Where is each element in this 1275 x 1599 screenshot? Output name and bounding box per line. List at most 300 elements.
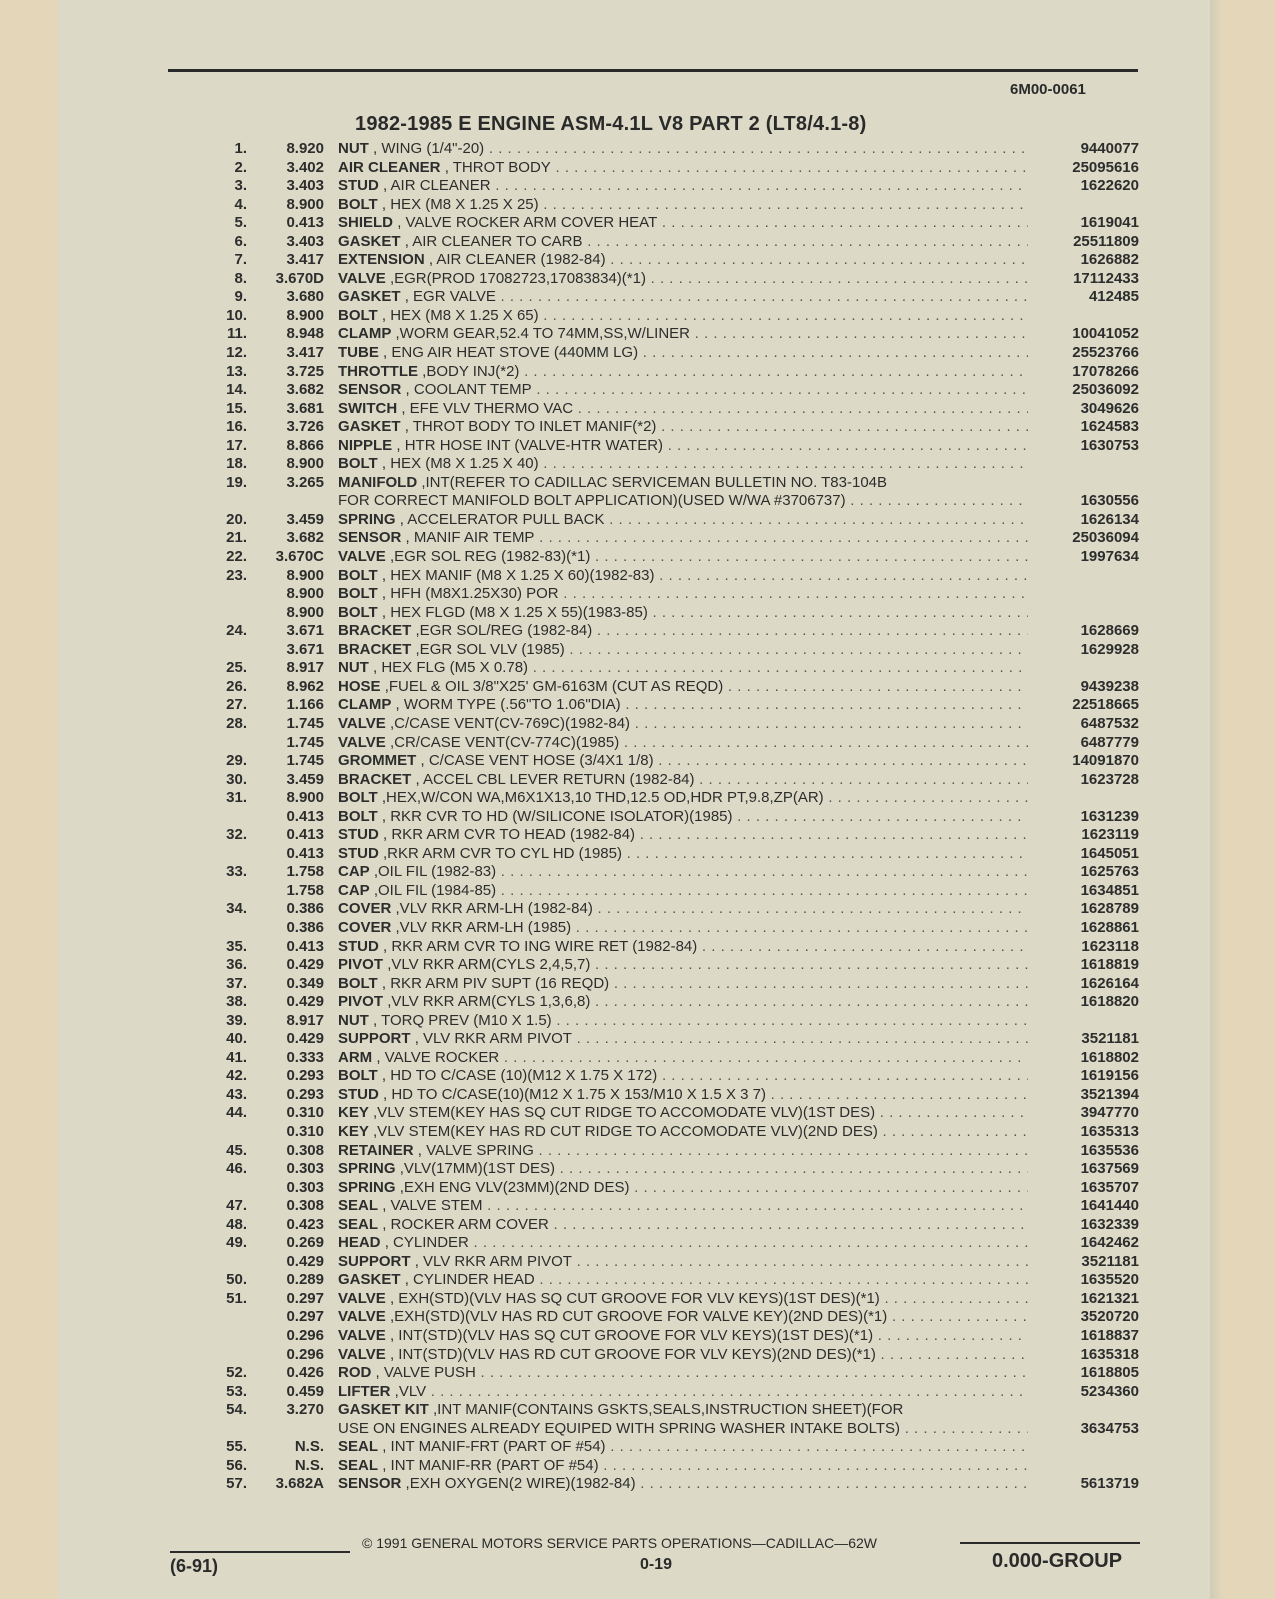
item-description [338, 771, 1028, 788]
group-number: 3.270 [286, 1401, 324, 1419]
item-name: SENSOR [338, 381, 402, 399]
list-item [0, 177, 1275, 196]
item-name: ARM [338, 1048, 373, 1066]
item-detail: ,VLV STEM(KEY HAS RD CUT RIDGE TO ACCOMODATE VLV)(2ND DES) [373, 1122, 878, 1140]
group-number: 8.866 [286, 436, 324, 454]
item-number: 7. [234, 251, 247, 269]
part-number: 22518665 [1072, 696, 1139, 714]
list-item [0, 270, 1275, 289]
part-number: 1637569 [1080, 1160, 1139, 1178]
part-number: 1635536 [1080, 1141, 1139, 1159]
part-number: 1634851 [1080, 881, 1139, 899]
item-detail: , AIR CLEANER [383, 177, 491, 195]
item-detail: , MANIF AIR TEMP [405, 529, 535, 547]
item-number: 53. [226, 1382, 247, 1400]
list-item [0, 344, 1275, 363]
item-name: HOSE [338, 677, 381, 695]
item-description [338, 548, 1028, 565]
part-number: 10041052 [1072, 325, 1139, 343]
item-number: 14. [226, 381, 247, 399]
list-item [0, 1290, 1275, 1309]
item-description [338, 325, 1028, 342]
list-item [0, 1401, 1275, 1420]
item-description [338, 270, 1028, 287]
item-number: 45. [226, 1141, 247, 1159]
list-item [0, 1364, 1275, 1383]
item-number: 19. [226, 473, 247, 491]
item-detail: , RKR ARM CVR TO ING WIRE RET (1982-84) [383, 937, 698, 955]
part-number: 1619156 [1080, 1067, 1139, 1085]
item-name: RETAINER [338, 1141, 414, 1159]
part-number: 1618837 [1080, 1327, 1139, 1344]
item-name: VALVE [338, 1308, 386, 1326]
item-number: 52. [226, 1364, 247, 1382]
group-number: 0.297 [286, 1289, 324, 1307]
item-description [338, 1030, 1028, 1047]
group-number: 0.308 [286, 1197, 324, 1215]
item-description [338, 956, 1028, 973]
list-item [0, 1216, 1275, 1235]
item-detail: ,BODY INJ(*2) [422, 362, 520, 380]
item-description [338, 641, 1028, 658]
item-detail: , HD TO C/CASE (10)(M12 X 1.75 X 172) [381, 1067, 658, 1085]
part-number: 1626882 [1080, 251, 1139, 269]
list-item [0, 938, 1275, 957]
item-detail: , C/CASE VENT HOSE (3/4X1 1/8) [420, 752, 654, 770]
item-number: 40. [226, 1030, 247, 1048]
item-detail: , HD TO C/CASE(10)(M12 X 1.75 X 153/M10 X 1.5 X 3 7) [383, 1085, 766, 1103]
list-item [0, 715, 1275, 734]
item-description [338, 1475, 1028, 1492]
item-detail: ,VLV RKR ARM-LH (1985) [395, 918, 572, 936]
item-description [338, 1216, 1028, 1233]
item-number: 37. [226, 974, 247, 992]
part-number: 1635520 [1080, 1271, 1139, 1289]
part-number: 3521181 [1081, 1030, 1139, 1048]
part-number: 3521394 [1080, 1085, 1139, 1103]
part-number: 1628861 [1080, 918, 1139, 936]
item-number: 29. [226, 752, 247, 770]
list-item [0, 288, 1275, 307]
item-description [338, 882, 1028, 899]
group-number: 3.459 [286, 770, 324, 788]
list-item [0, 919, 1275, 938]
group-number: N.S. [294, 1456, 324, 1474]
item-detail: , INT(STD)(VLV HAS SQ CUT GROOVE FOR VLV KEYS)(1ST DES)(*1) [389, 1327, 874, 1344]
item-name: SPRING [338, 1160, 396, 1178]
list-item [0, 381, 1275, 400]
group-number: 0.303 [286, 1178, 324, 1196]
item-description [338, 1327, 1028, 1344]
item-name: AIR CLEANER [338, 158, 441, 176]
item-detail: , VLV RKR ARM PIVOT [414, 1252, 572, 1270]
list-item [0, 233, 1275, 252]
item-number: 28. [226, 714, 247, 732]
item-name: BRACKET [338, 770, 412, 788]
item-name: STUD [338, 177, 379, 195]
item-detail: , HEX (M8 X 1.25 X 65) [381, 306, 539, 324]
item-detail: , HTR HOSE INT (VALVE-HTR WATER) [396, 436, 664, 454]
group-number: 8.900 [286, 566, 324, 584]
item-detail: , VALVE PUSH [375, 1364, 476, 1382]
part-number: 1628669 [1080, 622, 1139, 640]
group-number: 8.900 [286, 789, 324, 807]
item-detail: , VALVE ROCKER ARM COVER HEAT [397, 214, 658, 232]
list-item [0, 604, 1275, 623]
group-number: 3.670C [275, 548, 324, 566]
item-description [338, 492, 1028, 509]
item-name: VALVE [338, 714, 386, 732]
list-item [0, 400, 1275, 419]
item-description [338, 529, 1028, 546]
item-number: 49. [226, 1234, 247, 1252]
group-number: 3.403 [286, 232, 324, 250]
list-item [0, 1160, 1275, 1179]
group-number: 1.758 [286, 863, 324, 881]
item-name: NUT [338, 1011, 369, 1029]
part-number: 1623728 [1080, 770, 1139, 788]
part-number: 17078266 [1072, 362, 1139, 380]
item-detail: ,C/CASE VENT(CV-769C)(1982-84) [389, 714, 631, 732]
item-number: 32. [226, 826, 247, 844]
list-item [0, 140, 1275, 159]
list-item [0, 752, 1275, 771]
item-detail: ,WORM GEAR,52.4 TO 74MM,SS,W/LINER [395, 325, 691, 343]
item-description [338, 177, 1028, 194]
part-number: 3520720 [1080, 1308, 1139, 1326]
part-number: 25523766 [1072, 344, 1139, 362]
item-name: VALVE [338, 733, 386, 751]
item-detail: , CYLINDER [384, 1234, 469, 1252]
part-number: 1623118 [1081, 937, 1139, 955]
item-detail: , VALVE STEM [382, 1197, 483, 1215]
group-number: 3.682 [286, 381, 324, 399]
list-item [0, 1234, 1275, 1253]
list-item [0, 1030, 1275, 1049]
part-number: 1645051 [1080, 844, 1139, 862]
group-number: 0.413 [286, 826, 324, 844]
item-name: BRACKET [338, 640, 412, 658]
item-description [338, 993, 1028, 1010]
item-name: BOLT [338, 789, 378, 807]
item-detail: , INT MANIF-RR (PART OF #54) [382, 1456, 599, 1474]
list-item [0, 418, 1275, 437]
group-number: 3.403 [286, 177, 324, 195]
item-name: CAP [338, 881, 370, 899]
list-item [0, 511, 1275, 530]
item-number: 9. [234, 288, 247, 306]
part-number: 5234360 [1080, 1382, 1139, 1400]
list-item [0, 900, 1275, 919]
footer-rule-right [960, 1542, 1140, 1544]
item-description [338, 1104, 1028, 1121]
footer-date: (6-91) [170, 1556, 219, 1576]
list-item [0, 159, 1275, 178]
item-description [338, 1197, 1028, 1214]
part-number: 1626164 [1080, 974, 1139, 992]
part-number: 412485 [1088, 288, 1139, 306]
list-item [0, 214, 1275, 233]
item-number: 31. [226, 789, 247, 807]
group-number: 0.429 [286, 1030, 324, 1048]
group-number: 8.948 [286, 325, 324, 343]
part-number: 1635313 [1080, 1122, 1139, 1140]
part-number: 1632339 [1080, 1215, 1139, 1233]
item-name: BOLT [338, 1067, 378, 1085]
item-name: VALVE [338, 1327, 386, 1344]
item-description [338, 845, 1028, 862]
group-number: 3.682A [275, 1475, 324, 1493]
item-detail: ,EXH ENG VLV(23MM)(2ND DES) [399, 1178, 630, 1196]
item-name: SENSOR [338, 529, 402, 547]
item-description [338, 1086, 1028, 1103]
item-detail: , VLV RKR ARM PIVOT [414, 1030, 572, 1048]
part-number: 1630556 [1080, 492, 1139, 510]
item-number: 47. [226, 1197, 247, 1215]
list-item [0, 678, 1275, 697]
item-number: 27. [226, 696, 247, 714]
group-number: 0.429 [286, 956, 324, 974]
item-name: CAP [338, 863, 370, 881]
item-detail: ,EXH(STD)(VLV HAS RD CUT GROOVE FOR VALVE KEY)(2ND DES)(*1) [389, 1308, 888, 1326]
part-number: 17112433 [1073, 269, 1139, 287]
item-detail: , ENG AIR HEAT STOVE (440MM LG) [383, 344, 639, 362]
footer-rule-left [170, 1551, 350, 1553]
item-number: 13. [226, 362, 247, 380]
item-description [338, 196, 1028, 213]
group-number: 0.429 [286, 1252, 324, 1270]
item-number: 48. [226, 1215, 247, 1233]
item-detail: ,EGR SOL/REG (1982-84) [415, 622, 593, 640]
item-number: 11. [226, 325, 247, 343]
group-number: 8.900 [286, 585, 324, 603]
list-item [0, 622, 1275, 641]
part-number: 1618805 [1080, 1364, 1139, 1382]
group-number: 8.900 [286, 306, 324, 324]
item-detail: , HEX FLGD (M8 X 1.25 X 55)(1983-85) [381, 603, 648, 621]
item-detail: , WORM TYPE (.56"TO 1.06"DIA) [395, 696, 621, 714]
item-name: NUT [338, 140, 369, 157]
item-description [338, 474, 1028, 491]
part-number: 1997634 [1080, 548, 1139, 566]
item-detail: , RKR ARM PIV SUPT (16 REQD) [381, 974, 610, 992]
item-detail: ,EGR(PROD 17082723,17083834)(*1) [389, 269, 646, 287]
item-name: SPRING [338, 1178, 396, 1196]
item-detail: ,OIL FIL (1982-83) [373, 863, 497, 881]
item-description [338, 159, 1028, 176]
list-item [0, 196, 1275, 215]
item-detail: , TORQ PREV (M10 X 1.5) [373, 1011, 552, 1029]
item-description [338, 938, 1028, 955]
item-description [338, 1067, 1028, 1084]
list-item [0, 826, 1275, 845]
item-detail: ,RKR ARM CVR TO CYL HD (1985) [383, 844, 622, 862]
item-description [338, 734, 1028, 751]
item-name: STUD [338, 844, 379, 862]
parts-list [0, 140, 1275, 1494]
item-description [338, 678, 1028, 695]
list-item [0, 993, 1275, 1012]
group-number: 8.900 [286, 455, 324, 473]
item-detail: , CYLINDER HEAD [404, 1271, 535, 1289]
list-item [0, 1438, 1275, 1457]
group-number: 3.725 [286, 362, 324, 380]
item-name: MANIFOLD [338, 473, 418, 491]
item-description [338, 659, 1028, 676]
item-number: 57. [226, 1475, 247, 1493]
group-number: 0.429 [286, 993, 324, 1011]
part-number: 14091870 [1072, 752, 1139, 770]
list-item [0, 1383, 1275, 1402]
item-detail: ,EGR SOL VLV (1985) [415, 640, 565, 658]
item-name: BOLT [338, 807, 378, 825]
item-description [338, 1457, 1028, 1474]
item-name: SHIELD [338, 214, 394, 232]
item-name: GASKET [338, 1271, 401, 1289]
item-name: CLAMP [338, 696, 392, 714]
document-code: 6M00-0061 [1010, 81, 1086, 98]
group-number: 0.386 [286, 900, 324, 918]
item-number: 6. [234, 232, 247, 250]
item-description [338, 567, 1028, 584]
item-number: 26. [226, 677, 247, 695]
part-number: 1622620 [1080, 177, 1139, 195]
item-detail: USE ON ENGINES ALREADY EQUIPED WITH SPRING WASHER INTAKE BOLTS) [338, 1419, 901, 1437]
item-detail: ,VLV [394, 1382, 427, 1400]
part-number: 1641440 [1080, 1197, 1139, 1215]
list-item [0, 1420, 1275, 1439]
item-detail: , EXH(STD)(VLV HAS SQ CUT GROOVE FOR VLV KEYS)(1ST DES)(*1) [389, 1289, 880, 1307]
list-item [0, 845, 1275, 864]
item-name: BOLT [338, 603, 378, 621]
footer-group: 0.000-GROUP [992, 1550, 1123, 1572]
item-description [338, 789, 1028, 806]
item-number: 18. [226, 455, 247, 473]
item-description [338, 1160, 1028, 1177]
item-number: 17. [226, 436, 247, 454]
list-item [0, 975, 1275, 994]
item-description [338, 437, 1028, 454]
item-number: 44. [226, 1104, 247, 1122]
item-detail: ,VLV RKR ARM(CYLS 2,4,5,7) [387, 956, 591, 974]
list-item [0, 548, 1275, 567]
item-name: KEY [338, 1104, 369, 1122]
item-name: VALVE [338, 1289, 386, 1307]
item-number: 21. [226, 529, 247, 547]
part-number: 1625763 [1080, 863, 1139, 881]
part-number: 5613719 [1080, 1475, 1139, 1493]
part-number: 1618802 [1080, 1048, 1139, 1066]
item-detail: ,VLV RKR ARM(CYLS 1,3,6,8) [387, 993, 591, 1011]
item-description [338, 1346, 1028, 1363]
group-number: 0.296 [286, 1345, 324, 1363]
item-number: 8. [234, 269, 247, 287]
item-detail: FOR CORRECT MANIFOLD BOLT APPLICATION)(USED W/WA #3706737) [338, 492, 846, 510]
list-item [0, 492, 1275, 511]
item-detail: , HFH (M8X1.25X30) POR [381, 585, 559, 603]
item-number: 36. [226, 956, 247, 974]
group-number: 3.726 [286, 418, 324, 436]
list-item [0, 1346, 1275, 1365]
group-number: 3.670D [275, 269, 324, 287]
list-item [0, 1086, 1275, 1105]
list-item [0, 1067, 1275, 1086]
list-item [0, 1179, 1275, 1198]
item-description [338, 344, 1028, 361]
list-item [0, 325, 1275, 344]
item-number: 56. [226, 1456, 247, 1474]
item-description [338, 381, 1028, 398]
part-number: 1626134 [1080, 510, 1139, 528]
item-detail: ,HEX,W/CON WA,M6X1X13,10 THD,12.5 OD,HDR PT,9.8,ZP(AR) [381, 789, 824, 807]
item-name: PIVOT [338, 956, 384, 974]
item-detail: , HEX (M8 X 1.25 X 40) [381, 455, 539, 473]
item-description [338, 251, 1028, 268]
item-detail: ,INT(REFER TO CADILLAC SERVICEMAN BULLETIN NO. T83-104B [421, 473, 888, 491]
item-description [338, 1253, 1028, 1270]
group-number: 0.293 [286, 1067, 324, 1085]
item-number: 3. [234, 177, 247, 195]
group-number: 0.296 [286, 1327, 324, 1344]
item-name: VALVE [338, 1345, 386, 1363]
item-detail: , THROT BODY [444, 158, 551, 176]
item-description [338, 1383, 1028, 1400]
item-number: 2. [234, 158, 247, 176]
item-description [338, 900, 1028, 917]
part-number: 25511809 [1073, 232, 1139, 250]
group-number: 0.413 [286, 844, 324, 862]
item-name: SEAL [338, 1456, 379, 1474]
group-number: 8.900 [286, 603, 324, 621]
group-number: 3.417 [286, 251, 324, 269]
item-number: 39. [226, 1011, 247, 1029]
item-number: 5. [234, 214, 247, 232]
item-detail: , INT MANIF-FRT (PART OF #54) [382, 1438, 606, 1456]
part-number: 1630753 [1080, 436, 1139, 454]
item-detail: , HEX (M8 X 1.25 X 25) [381, 195, 539, 213]
item-detail: , RKR ARM CVR TO HEAD (1982-84) [383, 826, 636, 844]
item-description [338, 400, 1028, 417]
item-description [338, 1012, 1028, 1029]
item-description [338, 363, 1028, 380]
item-number: 41. [226, 1048, 247, 1066]
item-number: 15. [226, 399, 247, 417]
item-description [338, 696, 1028, 713]
item-description [338, 1438, 1028, 1455]
part-number: 6487779 [1080, 733, 1139, 751]
item-number: 54. [226, 1401, 247, 1419]
item-name: VALVE [338, 269, 386, 287]
item-number: 42. [226, 1067, 247, 1085]
group-number: 8.920 [286, 140, 324, 157]
item-name: GASKET [338, 232, 401, 250]
item-number: 34. [226, 900, 247, 918]
list-item [0, 789, 1275, 808]
group-number: 1.745 [286, 752, 324, 770]
item-description [338, 1179, 1028, 1196]
footer-copyright: © 1991 GENERAL MOTORS SERVICE PARTS OPERATIONS—CADILLAC—62W [362, 1535, 877, 1551]
item-detail: , VALVE ROCKER [376, 1048, 500, 1066]
part-number: 1635707 [1080, 1178, 1139, 1196]
item-detail: ,VLV STEM(KEY HAS SQ CUT RIDGE TO ACCOMODATE VLV)(1ST DES) [373, 1104, 876, 1122]
item-description [338, 1401, 1028, 1418]
part-number: 6487532 [1080, 714, 1139, 732]
group-number: 3.680 [286, 288, 324, 306]
item-name: GASKET [338, 418, 401, 436]
part-number: 25036092 [1072, 381, 1139, 399]
item-number: 4. [234, 195, 247, 213]
group-number: 0.303 [286, 1160, 324, 1178]
